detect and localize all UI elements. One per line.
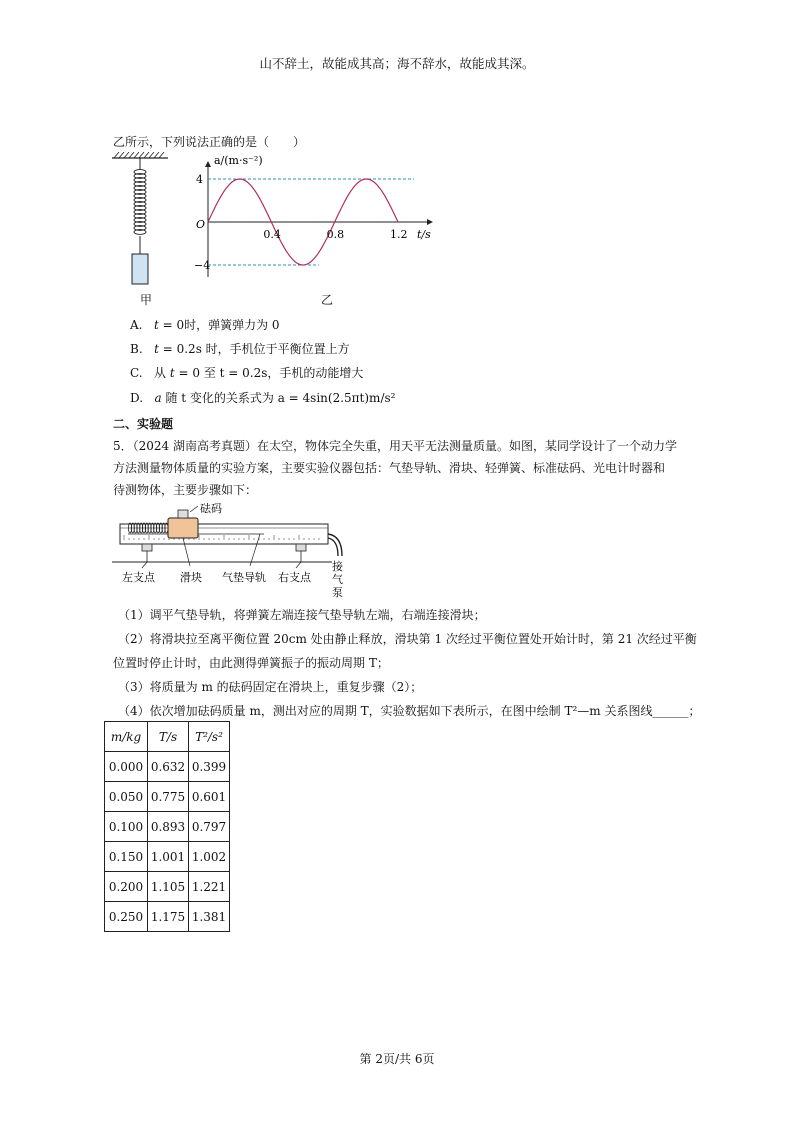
table-cell: 0.200 <box>105 872 148 902</box>
table-cell: 0.100 <box>105 812 148 842</box>
air-track-apparatus <box>110 500 360 600</box>
table-row <box>105 842 230 872</box>
step-2-cont: 位置时停止计时，由此测得弹簧振子的振动周期 T； <box>113 656 389 670</box>
step-4: （4）依次增加砝码质量 m，测出对应的周期 T，实验数据如下表所示，在图中绘制 T²—m 关系图线______； <box>118 704 701 718</box>
question-stem: 乙所示，下列说法正确的是（ ） <box>113 135 306 149</box>
table-cell: 0.399 <box>189 752 230 782</box>
right-support-label: 右支点 <box>278 571 311 584</box>
table-row <box>105 782 230 812</box>
table-cell: 1.001 <box>148 842 189 872</box>
acceleration-time-chart <box>192 152 442 282</box>
right-support <box>296 544 306 551</box>
option-c <box>130 364 363 381</box>
table-header: T²/s² <box>189 722 230 752</box>
option-var: t <box>154 342 159 356</box>
table-cell: 0.050 <box>105 782 148 812</box>
left-support-label: 左支点 <box>122 571 155 584</box>
ceiling-hatch <box>114 152 164 158</box>
option-text: = 0.2s 时，手机位于平衡位置上方 <box>158 342 350 356</box>
y-tick-label: −4 <box>194 259 211 272</box>
table-cell: 0.775 <box>148 782 189 812</box>
table-row <box>105 812 230 842</box>
table-cell: 1.002 <box>189 842 230 872</box>
data-table <box>104 721 230 932</box>
option-text: = 0时，弹簧弹力为 0 <box>158 318 280 332</box>
table-header: m/kg <box>105 722 148 752</box>
table-cell: 1.105 <box>148 872 189 902</box>
x-axis-label: t/s <box>417 228 431 241</box>
option-b <box>130 340 350 357</box>
spring-figure <box>110 152 180 312</box>
section-title: 二、实验题 <box>113 417 174 431</box>
q5-line-1: 5．（2024 湖南高考真题）在太空，物体完全失重，用天平无法测量质量。如图，某同学设计了一个动力学 <box>113 439 677 453</box>
table-cell: 0.250 <box>105 902 148 932</box>
option-pre: 从 <box>154 366 170 380</box>
slider-label: 滑块 <box>180 571 202 584</box>
pump-label-1: 接 <box>332 560 343 573</box>
pump-label-3: 泵 <box>332 586 343 599</box>
option-a <box>130 316 280 333</box>
x-tick-label: 0.8 <box>326 228 345 241</box>
horizontal-spring <box>128 523 168 533</box>
weight-label: 砝码 <box>200 502 222 515</box>
option-var: a <box>154 391 162 405</box>
option-var: t <box>153 318 159 332</box>
left-support <box>142 544 152 551</box>
slider-block <box>168 518 198 538</box>
spring-coils <box>134 170 146 235</box>
phone-block <box>132 254 148 284</box>
step-1: （1）调平气垫导轨，将弹簧左端连接气垫导轨左端，右端连接滑块； <box>118 608 486 622</box>
step-2: （2）将滑块拉至离平衡位置 20cm 处由静止释放，滑块第 1 次经过平衡位置处开始计时，第 21 次经过平衡 <box>118 632 697 646</box>
page-number: 第 2页/共 6页 <box>359 1052 435 1066</box>
table-cell: 1.381 <box>189 902 230 932</box>
table-cell: 0.797 <box>189 812 230 842</box>
table-cell: 0.601 <box>189 782 230 812</box>
option-text: = 0 至 t = 0.2s，手机的动能增大 <box>174 366 364 380</box>
table-cell: 0.893 <box>148 812 189 842</box>
option-var: t <box>169 366 175 380</box>
figure-yi-label: 乙 <box>321 293 334 307</box>
x-tick-label: 0.4 <box>263 228 281 241</box>
option-letter: D. <box>130 391 144 405</box>
pump-label-2: 气 <box>332 573 343 586</box>
option-text: 随 t 变化的关系式为 a = 4sin(2.5πt)m/s² <box>161 391 396 405</box>
table-row <box>105 872 230 902</box>
origin-label: O <box>196 218 206 231</box>
step-3: （3）将质量为 m 的砝码固定在滑块上，重复步骤（2）； <box>118 680 423 694</box>
table-row <box>105 902 230 932</box>
q5-line-2: 方法测量物体质量的实验方案，主要实验仪器包括：气垫导轨、滑块、轻弹簧、标准砝码、光电计时器和 <box>113 461 666 475</box>
table-cell: 1.221 <box>189 872 230 902</box>
option-letter: A. <box>130 318 143 332</box>
table-cell: 1.175 <box>148 902 189 932</box>
table-row <box>105 752 230 782</box>
figure-jia-label: 甲 <box>140 293 153 307</box>
table-header-row <box>105 722 230 752</box>
q5-line-3: 待测物体，主要步骤如下： <box>113 483 258 497</box>
weight-block <box>178 510 188 518</box>
y-axis-label: a/(m·s⁻²) <box>214 154 263 167</box>
option-d <box>130 389 395 406</box>
track-label: 气垫导轨 <box>222 571 266 584</box>
table-header: T/s <box>148 722 189 752</box>
table-cell: 0.150 <box>105 842 148 872</box>
page-header-motto: 山不辞土，故能成其高；海不辞水，故能成其深。 <box>259 56 535 71</box>
option-letter: C. <box>130 366 143 380</box>
x-tick-label: 1.2 <box>390 228 408 241</box>
table-cell: 0.000 <box>105 752 148 782</box>
table-cell: 0.632 <box>148 752 189 782</box>
option-letter: B. <box>130 342 143 356</box>
y-tick-label: 4 <box>196 173 203 186</box>
